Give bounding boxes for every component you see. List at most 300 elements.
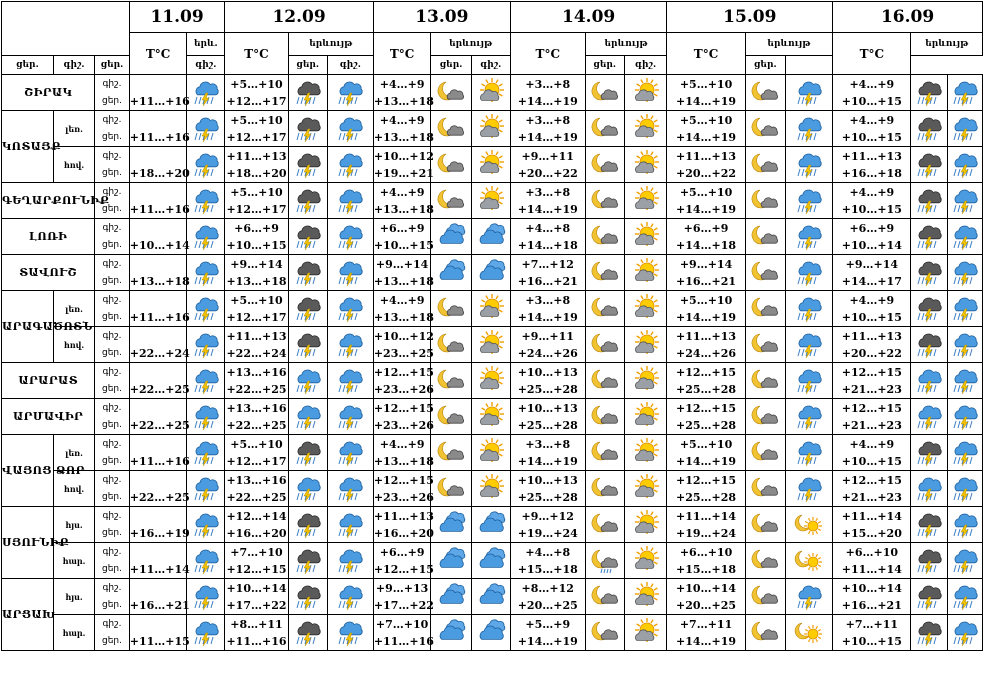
- day-temp: +25…+28: [676, 490, 737, 504]
- day-temp: +10…+15: [841, 634, 902, 648]
- day-temp: +21…+23: [841, 418, 902, 432]
- temperature-cell: [510, 183, 585, 219]
- period-label: [95, 255, 130, 291]
- weather-icon-cell: [948, 327, 983, 363]
- weather-icon-cell: [745, 255, 785, 291]
- rain-icon: [948, 619, 982, 647]
- night-label: գիշ.: [102, 114, 122, 125]
- sun-cloud-icon: [472, 79, 510, 107]
- moon-cloud-icon: [586, 223, 624, 251]
- day-temp: +10…+15: [373, 238, 434, 252]
- night-temp: [130, 472, 187, 489]
- moon-cloud-icon: [586, 367, 624, 395]
- moon-cloud-icon: [431, 295, 470, 323]
- weather-icon-cell: [911, 435, 948, 471]
- weather-icon-cell: [624, 543, 667, 579]
- temperature-cell: [510, 147, 585, 183]
- day-temp: +18…+20: [226, 166, 287, 180]
- storm-icon: [289, 79, 327, 107]
- weather-icon-cell: [585, 363, 624, 399]
- day-temp: +14…+19: [676, 202, 737, 216]
- weather-icon-cell: [288, 75, 327, 111]
- sun-cloud-icon: [625, 151, 667, 179]
- period-label: [95, 327, 130, 363]
- day-label: ցեր.: [102, 131, 122, 142]
- subregion-label: հով.: [53, 327, 94, 363]
- weather-icon-cell: [624, 219, 667, 255]
- moon-cloud-icon: [431, 439, 470, 467]
- region-name: ԿՈՏԱՅՔ: [2, 111, 54, 183]
- storm-icon: [289, 511, 327, 539]
- table-row: [2, 183, 983, 219]
- day-temp: +16…+21: [129, 598, 190, 612]
- night-temp: +11…+13: [841, 149, 902, 163]
- rain-icon: [328, 511, 373, 539]
- day-temp: +16…+21: [517, 274, 578, 288]
- weather-icon-cell: [785, 435, 832, 471]
- cloudy-icon: [472, 259, 510, 287]
- subregion-label: հով.: [53, 147, 94, 183]
- period-label: [95, 615, 130, 651]
- table-row: [2, 75, 983, 111]
- weather-icon-cell: [745, 399, 785, 435]
- weather-icon-cell: [585, 219, 624, 255]
- temperature-cell: [833, 435, 911, 471]
- moon-cloud-icon: [746, 295, 785, 323]
- rain-icon: [328, 259, 373, 287]
- rain-icon: [187, 295, 224, 323]
- rain-icon: [948, 403, 982, 431]
- weather-icon-cell: [911, 471, 948, 507]
- moon-cloud-icon: [746, 79, 785, 107]
- moon-cloud-icon: [586, 187, 624, 215]
- day-temp: +22…+25: [129, 490, 190, 504]
- subregion-label: հյս.: [53, 579, 94, 615]
- day-temp: +14…+19: [676, 634, 737, 648]
- table-row: [2, 471, 983, 507]
- moon-cloud-icon: [431, 115, 470, 143]
- day-temp: +15…+20: [841, 526, 902, 540]
- night-label: գիշ.: [102, 294, 122, 305]
- night-temp: +6…+9: [379, 221, 425, 235]
- day-temp: +10…+15: [841, 310, 902, 324]
- rain-icon: [948, 367, 982, 395]
- day-label: ցեր.: [102, 635, 122, 646]
- weather-icon-cell: [431, 363, 471, 399]
- night-label: գիշ.: [102, 366, 122, 377]
- weather-icon-cell: [327, 327, 373, 363]
- night-temp: +6…+10: [679, 545, 733, 559]
- day-temp: +12…+17: [226, 94, 287, 108]
- weather-icon-cell: [911, 255, 948, 291]
- storm-icon: [289, 295, 327, 323]
- day-label: ցեր.: [102, 491, 122, 502]
- temperature-cell: [129, 615, 190, 651]
- day-temp: +25…+28: [676, 382, 737, 396]
- night-temp: +9…+14: [845, 257, 899, 271]
- weather-icon-cell: [948, 255, 983, 291]
- night-temp: +8…+12: [521, 581, 574, 595]
- day-temp: +10…+15: [226, 238, 287, 252]
- temp-header: T°C: [510, 33, 585, 75]
- weather-icon-cell: [585, 399, 624, 435]
- temperature-cell: [667, 615, 745, 651]
- night-temp: +4…+9: [849, 77, 895, 91]
- weather-icon-cell: [911, 507, 948, 543]
- rain-icon: [328, 439, 373, 467]
- period-label: [95, 147, 130, 183]
- table-row: [2, 507, 983, 543]
- moon-cloud-icon: [586, 511, 624, 539]
- weather-icon-cell: [785, 255, 832, 291]
- sun-cloud-icon: [625, 439, 667, 467]
- day-label: ցեր.: [102, 167, 122, 178]
- cloudy-icon: [472, 619, 510, 647]
- weather-icon-cell: [288, 399, 327, 435]
- temperature-cell: [373, 543, 434, 579]
- day-temp: +14…+19: [517, 310, 578, 324]
- weather-icon-cell: [431, 183, 471, 219]
- night-temp: +11…+13: [676, 149, 737, 163]
- storm-icon: [289, 259, 327, 287]
- date-header: 11.09: [129, 2, 225, 33]
- cloudy-icon: [472, 223, 510, 251]
- moon-cloud-icon: [746, 223, 785, 251]
- temperature-cell: [129, 363, 190, 399]
- day-temp: +20…+22: [841, 346, 902, 360]
- day-label: ցեր.: [102, 311, 122, 322]
- night-temp: +11…+13: [226, 329, 287, 343]
- temp-header: T°C: [833, 33, 911, 75]
- day-temp: +25…+28: [517, 382, 578, 396]
- temperature-cell: [225, 471, 288, 507]
- night-temp: +5…+10: [230, 113, 283, 127]
- day-temp: +23…+26: [373, 382, 434, 396]
- night-label: գիշ.: [102, 330, 122, 341]
- subregion-label: հար.: [53, 615, 94, 651]
- rain-icon: [187, 223, 224, 251]
- weather-icon-cell: [911, 183, 948, 219]
- weather-icon-cell: [431, 111, 471, 147]
- weather-icon-cell: [745, 435, 785, 471]
- corner-cell: [2, 2, 130, 56]
- rain-icon: [289, 367, 327, 395]
- rain-icon: [328, 475, 373, 503]
- weather-icon-cell: [785, 111, 832, 147]
- weather-icon-cell: [431, 291, 471, 327]
- day-temp: +13…+18: [373, 94, 434, 108]
- night-temp: +11…+13: [841, 329, 902, 343]
- weather-icon-cell: [948, 183, 983, 219]
- night-temp: +3…+8: [525, 293, 571, 307]
- weather-icon-cell: [187, 183, 225, 219]
- night-temp: +5…+10: [230, 77, 283, 91]
- weather-icon-cell: [624, 255, 667, 291]
- day-temp: +14…+19: [517, 634, 578, 648]
- sun-cloud-icon: [625, 223, 667, 251]
- table-row: [2, 363, 983, 399]
- temperature-cell: [510, 219, 585, 255]
- weather-icon-cell: [471, 435, 510, 471]
- rain-icon: [911, 475, 947, 503]
- temperature-cell: [667, 147, 745, 183]
- weather-icon-cell: [471, 111, 510, 147]
- sun-cloud-icon: [625, 295, 667, 323]
- day-temp: +11…+16: [373, 634, 434, 648]
- day-temp: +13…+18: [373, 130, 434, 144]
- weather-icon-cell: [948, 75, 983, 111]
- night-label: գիշ.: [102, 474, 122, 485]
- night-temp: +5…+10: [679, 185, 733, 199]
- weather-icon-cell: [187, 327, 225, 363]
- table-row: [2, 255, 983, 291]
- day-temp: +20…+22: [517, 166, 578, 180]
- storm-icon: [911, 439, 947, 467]
- storm-icon: [911, 151, 947, 179]
- phenomenon-header: երևույթ: [431, 33, 510, 56]
- night-temp: +12…+15: [373, 365, 434, 379]
- rain-icon: [328, 115, 373, 143]
- temperature-cell: [129, 471, 190, 507]
- day-temp: +12…+15: [226, 562, 287, 576]
- weather-icon-cell: [327, 219, 373, 255]
- day-temp: +10…+14: [841, 238, 902, 252]
- day-temp: +14…+17: [841, 274, 902, 288]
- weather-icon-cell: [948, 219, 983, 255]
- night-temp: [130, 400, 187, 417]
- rain-icon: [187, 79, 224, 107]
- cloudy-icon: [431, 259, 470, 287]
- weather-icon-cell: [911, 75, 948, 111]
- weather-icon-cell: [745, 327, 785, 363]
- weather-icon-cell: [911, 543, 948, 579]
- temperature-cell: [833, 363, 911, 399]
- weather-icon-cell: [431, 543, 471, 579]
- temperature-cell: [373, 75, 434, 111]
- day-temp: +14…+19: [517, 202, 578, 216]
- night-temp: [130, 292, 187, 309]
- rain-icon: [948, 511, 982, 539]
- storm-icon: [911, 259, 947, 287]
- weather-icon-cell: [585, 579, 624, 615]
- day-temp: +10…+15: [841, 130, 902, 144]
- table-row: [2, 291, 983, 327]
- day-temp: +22…+25: [226, 490, 287, 504]
- weather-icon-cell: [187, 399, 225, 435]
- night-header: գիշ.: [327, 56, 373, 75]
- temp-header: T°C: [667, 33, 745, 75]
- weather-icon-cell: [327, 75, 373, 111]
- weather-icon-cell: [288, 183, 327, 219]
- moon-cloud-icon: [746, 367, 785, 395]
- rain-icon: [289, 403, 327, 431]
- weather-icon-cell: [288, 363, 327, 399]
- weather-icon-cell: [911, 291, 948, 327]
- temperature-cell: [667, 291, 745, 327]
- weather-icon-cell: [187, 579, 225, 615]
- temperature-cell: [129, 435, 190, 471]
- temperature-cell: [510, 255, 585, 291]
- weather-icon-cell: [471, 327, 510, 363]
- moon-cloud-icon: [586, 259, 624, 287]
- temperature-cell: [510, 615, 585, 651]
- weather-icon-cell: [288, 471, 327, 507]
- temperature-cell: [510, 543, 585, 579]
- moon-cloud-icon: [746, 331, 785, 359]
- day-temp: +14…+18: [676, 238, 737, 252]
- weather-icon-cell: [785, 219, 832, 255]
- weather-icon-cell: [745, 75, 785, 111]
- weather-icon-cell: [327, 579, 373, 615]
- cloudy-icon: [472, 511, 510, 539]
- region-name: ՎԱՅՈՑ ՁՈՐ: [2, 435, 54, 507]
- weather-icon-cell: [785, 471, 832, 507]
- rain-icon: [948, 331, 982, 359]
- weather-icon-cell: [911, 579, 948, 615]
- moon-cloud-icon: [431, 367, 470, 395]
- rain-icon: [948, 187, 982, 215]
- day-temp: +17…+22: [226, 598, 287, 612]
- rain-icon: [187, 151, 224, 179]
- moon-cloud-icon: [746, 115, 785, 143]
- rain-icon: [786, 295, 832, 323]
- day-temp: +12…+15: [373, 562, 434, 576]
- night-temp: +12…+15: [841, 401, 902, 415]
- night-temp: +10…+14: [226, 581, 287, 595]
- cloudy-icon: [472, 583, 510, 611]
- period-label: [95, 435, 130, 471]
- temperature-cell: [373, 399, 434, 435]
- weather-icon-cell: [785, 363, 832, 399]
- weather-icon-cell: [948, 399, 983, 435]
- night-temp: +11…+13: [226, 149, 287, 163]
- temperature-cell: [667, 435, 745, 471]
- date-header: 14.09: [510, 2, 667, 33]
- region-name: ԼՈՌԻ: [2, 219, 95, 255]
- weather-icon-cell: [471, 543, 510, 579]
- period-label: [95, 471, 130, 507]
- weather-icon-cell: [624, 435, 667, 471]
- night-temp: [130, 184, 187, 201]
- night-temp: +7…+11: [845, 617, 899, 631]
- weather-icon-cell: [585, 111, 624, 147]
- weather-icon-cell: [327, 543, 373, 579]
- day-temp: +11…+15: [129, 634, 190, 648]
- weather-icon-cell: [288, 507, 327, 543]
- rain-icon: [289, 475, 327, 503]
- rain-icon: [911, 403, 947, 431]
- temperature-cell: [225, 75, 288, 111]
- storm-icon: [911, 583, 947, 611]
- weather-icon-cell: [471, 615, 510, 651]
- temperature-cell: [373, 255, 434, 291]
- moon-cloud-icon: [746, 439, 785, 467]
- weather-icon-cell: [327, 111, 373, 147]
- phenomenon-header: երևույթ: [288, 33, 373, 56]
- weather-icon-cell: [431, 579, 471, 615]
- day-label: ցեր.: [102, 455, 122, 466]
- table-row: [2, 435, 983, 471]
- weather-icon-cell: [745, 471, 785, 507]
- day-temp: +22…+25: [226, 418, 287, 432]
- rain-icon: [187, 187, 224, 215]
- day-header: ցեր.: [95, 56, 130, 75]
- rain-icon: [328, 151, 373, 179]
- temperature-cell: [833, 579, 911, 615]
- night-temp: +6…+9: [234, 221, 279, 235]
- sun-cloud-icon: [472, 115, 510, 143]
- temperature-cell: [510, 471, 585, 507]
- day-temp: +24…+26: [676, 346, 737, 360]
- temperature-cell: [225, 219, 288, 255]
- rain-icon: [187, 259, 224, 287]
- night-header: գիշ.: [624, 56, 667, 75]
- temperature-cell: [510, 111, 585, 147]
- rain-icon: [948, 295, 982, 323]
- temperature-cell: [373, 507, 434, 543]
- night-temp: +4…+9: [849, 293, 895, 307]
- weather-icon-cell: [911, 399, 948, 435]
- phenomenon-header: երևույթ: [585, 33, 667, 56]
- night-temp: +7…+11: [679, 617, 733, 631]
- day-header: ցեր.: [431, 56, 471, 75]
- night-temp: +3…+8: [525, 185, 571, 199]
- night-temp: +9…+11: [521, 329, 574, 343]
- region-name: ԱՐԱԳԱԾՈՏՆ: [2, 291, 54, 363]
- night-label: գիշ.: [102, 438, 122, 449]
- day-label: ցեր.: [102, 419, 122, 430]
- moon-cloud-icon: [746, 583, 785, 611]
- rain-icon: [948, 115, 982, 143]
- weather-icon-cell: [327, 615, 373, 651]
- night-label: գիշ.: [102, 150, 122, 161]
- rain-icon: [786, 367, 832, 395]
- temp-header: T°C: [225, 33, 288, 75]
- day-temp: +22…+25: [129, 418, 190, 432]
- forecast-table: [1, 1, 983, 651]
- moon-cloud-icon: [586, 79, 624, 107]
- day-temp: +14…+19: [517, 454, 578, 468]
- storm-icon: [289, 151, 327, 179]
- day-temp: +12…+17: [226, 130, 287, 144]
- night-temp: +4…+9: [849, 113, 895, 127]
- weather-icon-cell: [585, 543, 624, 579]
- temperature-cell: [667, 255, 745, 291]
- weather-icon-cell: [288, 615, 327, 651]
- storm-icon: [911, 511, 947, 539]
- subregion-label: հյս.: [53, 507, 94, 543]
- sun-cloud-icon: [625, 331, 667, 359]
- night-temp: +13…+16: [226, 401, 287, 415]
- weather-icon-cell: [585, 75, 624, 111]
- sun-cloud-icon: [625, 511, 667, 539]
- temperature-cell: [510, 435, 585, 471]
- temperature-cell: [510, 507, 585, 543]
- weather-icon-cell: [288, 327, 327, 363]
- temperature-cell: [225, 615, 288, 651]
- subregion-label: լեռ.: [53, 111, 94, 147]
- cloudy-icon: [431, 547, 470, 575]
- temperature-cell: [129, 111, 190, 147]
- weather-icon-cell: [288, 543, 327, 579]
- weather-icon-cell: [288, 579, 327, 615]
- night-temp: +4…+9: [849, 185, 895, 199]
- temperature-cell: [833, 75, 911, 111]
- weather-icon-cell: [431, 255, 471, 291]
- day-temp: +20…+22: [676, 166, 737, 180]
- weather-icon-cell: [585, 183, 624, 219]
- rain-icon: [786, 223, 832, 251]
